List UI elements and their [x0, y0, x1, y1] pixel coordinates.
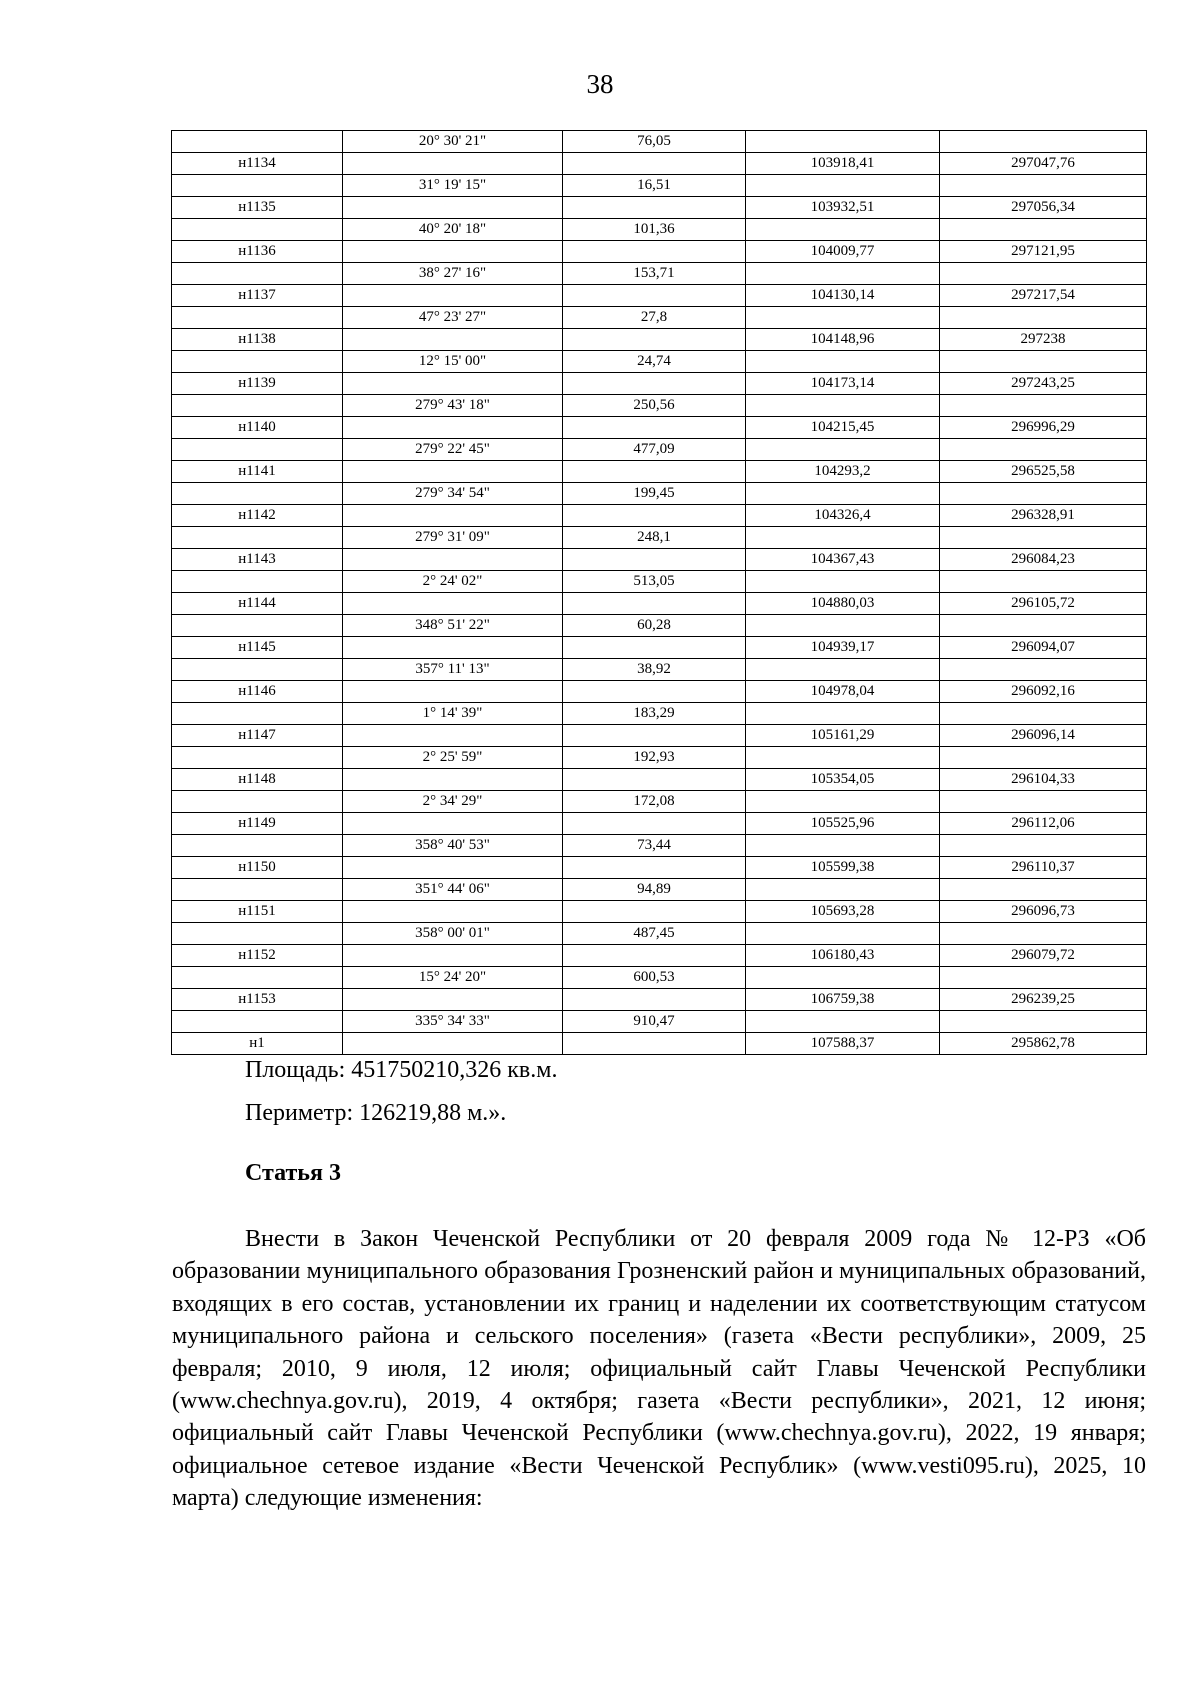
y-coordinate-cell: 296094,07	[940, 637, 1147, 659]
table-row	[172, 395, 1147, 417]
y-coordinate-cell: 296105,72	[940, 593, 1147, 615]
distance-cell: 16,51	[563, 175, 746, 197]
table-row	[172, 967, 1147, 989]
x-coordinate-cell: 105161,29	[746, 725, 940, 747]
table-row	[172, 835, 1147, 857]
table-row	[172, 813, 1147, 835]
distance-cell	[563, 197, 746, 219]
direction-angle-cell	[343, 461, 563, 483]
x-coordinate-cell	[746, 967, 940, 989]
table-row	[172, 615, 1147, 637]
direction-angle-cell: 348° 51' 22"	[343, 615, 563, 637]
distance-cell: 248,1	[563, 527, 746, 549]
distance-cell: 199,45	[563, 483, 746, 505]
distance-cell: 101,36	[563, 219, 746, 241]
direction-angle-cell: 40° 20' 18"	[343, 219, 563, 241]
table-row	[172, 417, 1147, 439]
distance-cell	[563, 505, 746, 527]
point-id-cell: н1141	[172, 461, 343, 483]
x-coordinate-cell	[746, 835, 940, 857]
distance-cell	[563, 725, 746, 747]
table-row	[172, 351, 1147, 373]
point-id-cell: н1142	[172, 505, 343, 527]
table-row	[172, 593, 1147, 615]
point-id-cell: н1152	[172, 945, 343, 967]
x-coordinate-cell	[746, 791, 940, 813]
x-coordinate-cell	[746, 923, 940, 945]
table-row	[172, 923, 1147, 945]
point-id-cell	[172, 219, 343, 241]
point-id-cell	[172, 923, 343, 945]
y-coordinate-cell	[940, 747, 1147, 769]
x-coordinate-cell	[746, 659, 940, 681]
x-coordinate-cell: 105354,05	[746, 769, 940, 791]
direction-angle-cell: 279° 34' 54"	[343, 483, 563, 505]
y-coordinate-cell	[940, 219, 1147, 241]
table-row	[172, 241, 1147, 263]
table-row	[172, 703, 1147, 725]
table-row	[172, 461, 1147, 483]
distance-cell	[563, 373, 746, 395]
x-coordinate-cell: 104009,77	[746, 241, 940, 263]
point-id-cell	[172, 615, 343, 637]
point-id-cell	[172, 439, 343, 461]
table-row	[172, 505, 1147, 527]
direction-angle-cell	[343, 989, 563, 1011]
x-coordinate-cell: 106759,38	[746, 989, 940, 1011]
y-coordinate-cell: 297243,25	[940, 373, 1147, 395]
point-id-cell: н1146	[172, 681, 343, 703]
x-coordinate-cell	[746, 131, 940, 153]
perimeter-text: Периметр: 126219,88 м.».	[245, 1100, 507, 1126]
distance-cell: 183,29	[563, 703, 746, 725]
x-coordinate-cell	[746, 527, 940, 549]
distance-cell: 60,28	[563, 615, 746, 637]
y-coordinate-cell	[940, 835, 1147, 857]
x-coordinate-cell	[746, 351, 940, 373]
distance-cell	[563, 901, 746, 923]
direction-angle-cell	[343, 769, 563, 791]
direction-angle-cell	[343, 549, 563, 571]
table-row	[172, 285, 1147, 307]
distance-cell: 73,44	[563, 835, 746, 857]
direction-angle-cell	[343, 197, 563, 219]
direction-angle-cell	[343, 417, 563, 439]
table-row	[172, 571, 1147, 593]
direction-angle-cell: 335° 34' 33"	[343, 1011, 563, 1033]
point-id-cell: н1149	[172, 813, 343, 835]
x-coordinate-cell	[746, 395, 940, 417]
direction-angle-cell: 31° 19' 15"	[343, 175, 563, 197]
article-title: Статья 3	[245, 1160, 341, 1186]
table-row	[172, 1011, 1147, 1033]
table-row	[172, 725, 1147, 747]
x-coordinate-cell	[746, 175, 940, 197]
x-coordinate-cell: 105693,28	[746, 901, 940, 923]
table-row	[172, 945, 1147, 967]
x-coordinate-cell: 106180,43	[746, 945, 940, 967]
y-coordinate-cell: 297238	[940, 329, 1147, 351]
distance-cell	[563, 637, 746, 659]
distance-cell: 94,89	[563, 879, 746, 901]
point-id-cell: н1139	[172, 373, 343, 395]
point-id-cell: н1135	[172, 197, 343, 219]
direction-angle-cell	[343, 505, 563, 527]
distance-cell	[563, 945, 746, 967]
y-coordinate-cell	[940, 131, 1147, 153]
table-row	[172, 637, 1147, 659]
distance-cell	[563, 857, 746, 879]
distance-cell	[563, 989, 746, 1011]
point-id-cell	[172, 659, 343, 681]
distance-cell	[563, 813, 746, 835]
distance-cell: 153,71	[563, 263, 746, 285]
y-coordinate-cell: 297121,95	[940, 241, 1147, 263]
table-row	[172, 989, 1147, 1011]
distance-cell: 477,09	[563, 439, 746, 461]
distance-cell: 250,56	[563, 395, 746, 417]
direction-angle-cell	[343, 241, 563, 263]
point-id-cell: н1134	[172, 153, 343, 175]
direction-angle-cell	[343, 153, 563, 175]
y-coordinate-cell	[940, 175, 1147, 197]
direction-angle-cell: 47° 23' 27"	[343, 307, 563, 329]
point-id-cell: н1	[172, 1033, 343, 1055]
table-row	[172, 131, 1147, 153]
direction-angle-cell	[343, 813, 563, 835]
y-coordinate-cell	[940, 263, 1147, 285]
direction-angle-cell	[343, 901, 563, 923]
y-coordinate-cell: 297047,76	[940, 153, 1147, 175]
y-coordinate-cell: 296112,06	[940, 813, 1147, 835]
y-coordinate-cell: 296328,91	[940, 505, 1147, 527]
distance-cell: 192,93	[563, 747, 746, 769]
table-row	[172, 1033, 1147, 1055]
table-row	[172, 549, 1147, 571]
y-coordinate-cell	[940, 439, 1147, 461]
table-row	[172, 659, 1147, 681]
y-coordinate-cell	[940, 967, 1147, 989]
point-id-cell	[172, 175, 343, 197]
table-row	[172, 307, 1147, 329]
x-coordinate-cell: 104326,4	[746, 505, 940, 527]
table-row	[172, 439, 1147, 461]
point-id-cell: н1153	[172, 989, 343, 1011]
direction-angle-cell	[343, 681, 563, 703]
y-coordinate-cell	[940, 923, 1147, 945]
x-coordinate-cell: 103918,41	[746, 153, 940, 175]
x-coordinate-cell: 104293,2	[746, 461, 940, 483]
distance-cell: 513,05	[563, 571, 746, 593]
x-coordinate-cell	[746, 703, 940, 725]
table-row	[172, 329, 1147, 351]
point-id-cell: н1145	[172, 637, 343, 659]
table-row	[172, 901, 1147, 923]
point-id-cell: н1137	[172, 285, 343, 307]
x-coordinate-cell	[746, 1011, 940, 1033]
x-coordinate-cell: 107588,37	[746, 1033, 940, 1055]
x-coordinate-cell: 103932,51	[746, 197, 940, 219]
x-coordinate-cell: 104173,14	[746, 373, 940, 395]
distance-cell: 487,45	[563, 923, 746, 945]
point-id-cell: н1143	[172, 549, 343, 571]
distance-cell	[563, 461, 746, 483]
direction-angle-cell	[343, 593, 563, 615]
point-id-cell: н1150	[172, 857, 343, 879]
table-row	[172, 175, 1147, 197]
distance-cell: 38,92	[563, 659, 746, 681]
direction-angle-cell	[343, 637, 563, 659]
direction-angle-cell: 351° 44' 06"	[343, 879, 563, 901]
distance-cell	[563, 241, 746, 263]
y-coordinate-cell: 296239,25	[940, 989, 1147, 1011]
table-row	[172, 263, 1147, 285]
x-coordinate-cell: 104880,03	[746, 593, 940, 615]
point-id-cell	[172, 483, 343, 505]
distance-cell	[563, 549, 746, 571]
direction-angle-cell: 279° 22' 45"	[343, 439, 563, 461]
table-row	[172, 681, 1147, 703]
direction-angle-cell: 38° 27' 16"	[343, 263, 563, 285]
article-body: Внести в Закон Чеченской Республики от 20 февраля 2009 года № 12-РЗ «Об образовании муниципального образования Грозненский район и муниципальных образований, входящих в его состав, установлении их границ и наделении их соответствующим статусом муниципального района и сельского поселения» (газета «Вести республики», 2009, 25 февраля; 2010, 9 июля, 12 июля; официальный сайт Главы Чеченской Республики (www.chechnya.gov.ru), 2019, 4 октября; газета «Вести республики», 2021, 12 июня; официальный сайт Главы Чеченской Республики (www.chechnya.gov.ru), 2022, 19 января; официальное сетевое издание «Вести Чеченской Республик» (www.vesti095.ru), 2025, 10 марта) следующие изменения:	[172, 1226, 1146, 1512]
y-coordinate-cell: 296092,16	[940, 681, 1147, 703]
point-id-cell	[172, 967, 343, 989]
table-row	[172, 747, 1147, 769]
x-coordinate-cell	[746, 571, 940, 593]
distance-cell	[563, 769, 746, 791]
y-coordinate-cell: 296110,37	[940, 857, 1147, 879]
x-coordinate-cell: 105599,38	[746, 857, 940, 879]
point-id-cell	[172, 131, 343, 153]
direction-angle-cell	[343, 1033, 563, 1055]
direction-angle-cell	[343, 857, 563, 879]
point-id-cell	[172, 263, 343, 285]
distance-cell	[563, 285, 746, 307]
y-coordinate-cell: 297056,34	[940, 197, 1147, 219]
point-id-cell: н1136	[172, 241, 343, 263]
direction-angle-cell: 357° 11' 13"	[343, 659, 563, 681]
y-coordinate-cell	[940, 703, 1147, 725]
direction-angle-cell: 2° 24' 02"	[343, 571, 563, 593]
y-coordinate-cell	[940, 351, 1147, 373]
x-coordinate-cell: 104978,04	[746, 681, 940, 703]
table-row	[172, 219, 1147, 241]
y-coordinate-cell: 296996,29	[940, 417, 1147, 439]
point-id-cell	[172, 1011, 343, 1033]
x-coordinate-cell: 104367,43	[746, 549, 940, 571]
point-id-cell	[172, 835, 343, 857]
distance-cell: 600,53	[563, 967, 746, 989]
y-coordinate-cell: 296084,23	[940, 549, 1147, 571]
distance-cell: 910,47	[563, 1011, 746, 1033]
direction-angle-cell	[343, 945, 563, 967]
direction-angle-cell: 279° 43' 18"	[343, 395, 563, 417]
distance-cell: 172,08	[563, 791, 746, 813]
direction-angle-cell	[343, 285, 563, 307]
direction-angle-cell: 358° 00' 01"	[343, 923, 563, 945]
y-coordinate-cell	[940, 571, 1147, 593]
point-id-cell: н1148	[172, 769, 343, 791]
table-row	[172, 857, 1147, 879]
x-coordinate-cell	[746, 747, 940, 769]
page-number: 38	[586, 69, 614, 99]
y-coordinate-cell: 296096,14	[940, 725, 1147, 747]
point-id-cell	[172, 307, 343, 329]
table-row	[172, 527, 1147, 549]
direction-angle-cell: 2° 25' 59"	[343, 747, 563, 769]
area-text: Площадь: 451750210,326 кв.м.	[245, 1057, 558, 1083]
x-coordinate-cell	[746, 439, 940, 461]
y-coordinate-cell: 296525,58	[940, 461, 1147, 483]
distance-cell: 76,05	[563, 131, 746, 153]
y-coordinate-cell	[940, 791, 1147, 813]
y-coordinate-cell	[940, 1011, 1147, 1033]
table-row	[172, 791, 1147, 813]
direction-angle-cell: 1° 14' 39"	[343, 703, 563, 725]
x-coordinate-cell: 104215,45	[746, 417, 940, 439]
x-coordinate-cell: 104939,17	[746, 637, 940, 659]
table-row	[172, 879, 1147, 901]
direction-angle-cell	[343, 725, 563, 747]
y-coordinate-cell	[940, 615, 1147, 637]
distance-cell	[563, 329, 746, 351]
y-coordinate-cell	[940, 483, 1147, 505]
point-id-cell: н1138	[172, 329, 343, 351]
point-id-cell	[172, 351, 343, 373]
point-id-cell: н1151	[172, 901, 343, 923]
y-coordinate-cell	[940, 659, 1147, 681]
point-id-cell	[172, 571, 343, 593]
point-id-cell: н1144	[172, 593, 343, 615]
y-coordinate-cell: 295862,78	[940, 1033, 1147, 1055]
distance-cell	[563, 1033, 746, 1055]
distance-cell	[563, 153, 746, 175]
y-coordinate-cell	[940, 307, 1147, 329]
point-id-cell	[172, 747, 343, 769]
point-id-cell	[172, 527, 343, 549]
x-coordinate-cell	[746, 307, 940, 329]
point-id-cell	[172, 395, 343, 417]
x-coordinate-cell	[746, 879, 940, 901]
table-body	[172, 131, 1147, 1055]
table-row	[172, 483, 1147, 505]
x-coordinate-cell	[746, 483, 940, 505]
distance-cell: 27,8	[563, 307, 746, 329]
y-coordinate-cell: 296104,33	[940, 769, 1147, 791]
direction-angle-cell: 15° 24' 20"	[343, 967, 563, 989]
direction-angle-cell: 358° 40' 53"	[343, 835, 563, 857]
y-coordinate-cell: 297217,54	[940, 285, 1147, 307]
direction-angle-cell	[343, 373, 563, 395]
y-coordinate-cell	[940, 395, 1147, 417]
x-coordinate-cell	[746, 263, 940, 285]
y-coordinate-cell: 296079,72	[940, 945, 1147, 967]
point-id-cell	[172, 703, 343, 725]
direction-angle-cell: 12° 15' 00"	[343, 351, 563, 373]
direction-angle-cell	[343, 329, 563, 351]
y-coordinate-cell	[940, 879, 1147, 901]
direction-angle-cell: 2° 34' 29"	[343, 791, 563, 813]
boundary-coordinates-table	[171, 130, 1147, 1055]
x-coordinate-cell	[746, 219, 940, 241]
distance-cell	[563, 593, 746, 615]
direction-angle-cell: 20° 30' 21"	[343, 131, 563, 153]
point-id-cell	[172, 879, 343, 901]
table-row	[172, 769, 1147, 791]
table-row	[172, 197, 1147, 219]
y-coordinate-cell	[940, 527, 1147, 549]
x-coordinate-cell: 104148,96	[746, 329, 940, 351]
x-coordinate-cell: 104130,14	[746, 285, 940, 307]
point-id-cell: н1140	[172, 417, 343, 439]
point-id-cell	[172, 791, 343, 813]
y-coordinate-cell: 296096,73	[940, 901, 1147, 923]
distance-cell	[563, 681, 746, 703]
distance-cell: 24,74	[563, 351, 746, 373]
x-coordinate-cell	[746, 615, 940, 637]
x-coordinate-cell: 105525,96	[746, 813, 940, 835]
distance-cell	[563, 417, 746, 439]
direction-angle-cell: 279° 31' 09"	[343, 527, 563, 549]
point-id-cell: н1147	[172, 725, 343, 747]
table-row	[172, 153, 1147, 175]
table-row	[172, 373, 1147, 395]
